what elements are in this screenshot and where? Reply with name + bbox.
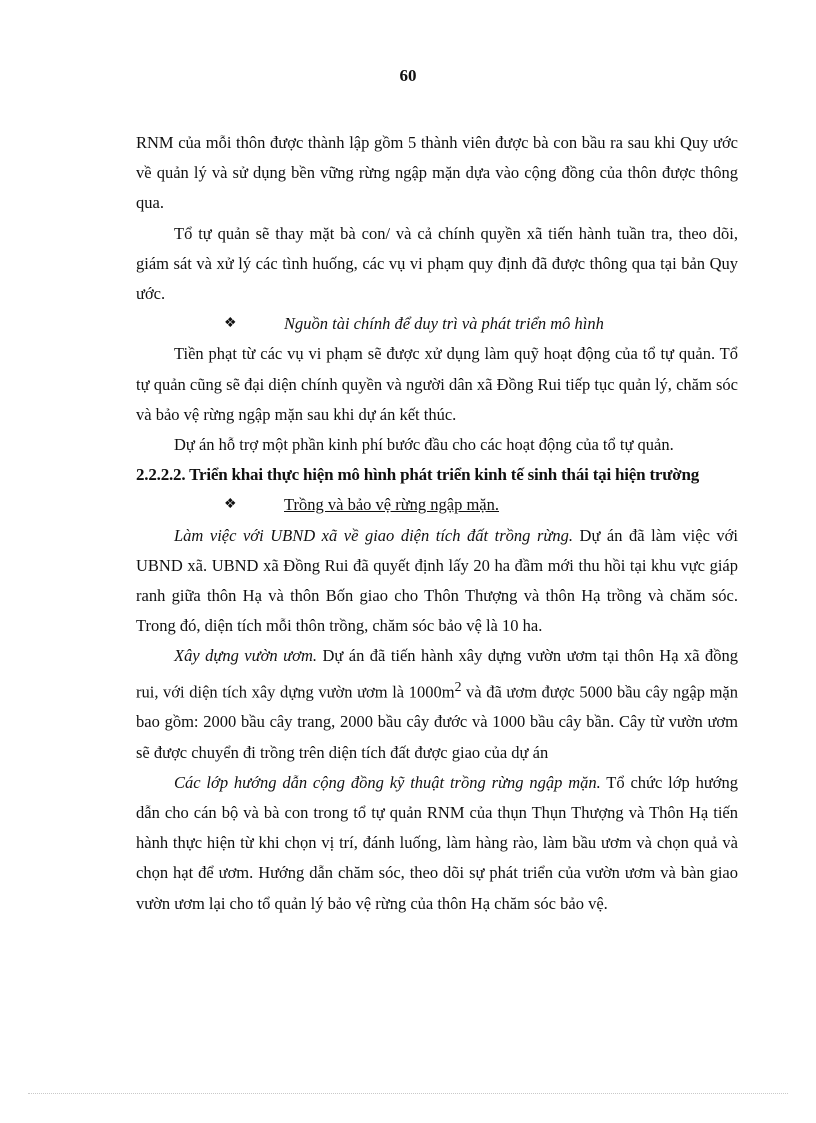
paragraph-self-management-team: Tổ tự quản sẽ thay mặt bà con/ và cả chính quyền xã tiến hành tuần tra, theo dõi, giám sát và xử lý các tình huống, các vụ vi phạm quy định đã được thông qua tại bản Quy ước. bbox=[136, 223, 738, 304]
paragraph-land-allocation bbox=[136, 521, 738, 642]
footer-divider bbox=[28, 1093, 788, 1094]
paragraph-training bbox=[136, 768, 738, 919]
paragraph-land-allocation-body: Dự án đã làm việc với UBND xã. UBND xã Đồng Rui đã quyết định lấy 20 ha đầm mới thu hồi tại khu vực giáp ranh giữa thôn Hạ và thôn Bốn giao cho Thôn Thượng và thôn Hạ trồng và chăm sóc. Trong đó, diện tích mỗi thôn trồng, chăm sóc bảo vệ là 10 ha. bbox=[136, 525, 738, 636]
diamond-bullet-icon: ❖ bbox=[224, 316, 237, 332]
paragraph-nursery bbox=[136, 641, 738, 767]
paragraph-nursery-body: Dự án đã tiến hành xây dựng vườn ươm tại thôn Hạ xã đồng rui, với diện tích xây dựng vườn ươm là 1000m bbox=[136, 646, 738, 702]
diamond-bullet-icon: ❖ bbox=[224, 497, 237, 513]
paragraph-training-lead: Các lớp hướng dẫn cộng đồng kỹ thuật trồng rừng ngập mặn. bbox=[174, 772, 601, 792]
paragraph-nursery-lead: Xây dựng vườn ươm. bbox=[174, 646, 317, 666]
section-heading: 2.2.2.2. Triển khai thực hiện mô hình phát triển kinh tế sinh thái tại hiện trường bbox=[136, 465, 700, 485]
bullet-planting-text: Trồng và bảo vệ rừng ngập mặn. bbox=[284, 495, 500, 515]
paragraph-rnm-board: RNM của mỗi thôn được thành lập gồm 5 thành viên được bà con bầu ra sau khi Quy ước về quản lý và sử dụng bền vững rừng ngập mặn dựa vào cộng đồng của thôn được thông qua. bbox=[136, 133, 738, 213]
paragraph-training-body: Tổ chức lớp hướng dẫn cho cán bộ và bà con trong tổ tự quản RNM của thụn Thụn Thượng và Thôn Hạ tiến hành thực hiện từ khi chọn vị trí, đánh luống, làm hàng rào, làm bầu ươm và chọn quả và chọn hạt để ươm. Hướng dẫn chăm sóc, theo dõi sự phát triển của vườn ươm và bàn giao vườn ươm lại cho tổ quản lý bảo vệ rừng của thôn Hạ chăm sóc bảo vệ. bbox=[136, 772, 738, 913]
bullet-planting bbox=[136, 490, 738, 520]
paragraph-land-allocation-lead: Làm việc với UBND xã về giao diện tích đất trồng rừng. bbox=[174, 525, 573, 545]
bullet-funding-source bbox=[136, 309, 738, 339]
document-body bbox=[136, 128, 738, 919]
paragraph-fines-fund: Tiền phạt từ các vụ vi phạm sẽ được xử dụng làm quỹ hoạt động của tổ tự quản. Tổ tự quản cũng sẽ đại diện chính quyền và người dân xã Đồng Rui tiếp tục quản lý, chăm sóc và bảo vệ rừng ngập mặn sau khi dự án kết thúc. bbox=[136, 344, 738, 424]
page-number: 60 bbox=[399, 66, 417, 85]
paragraph-nursery-body-continued: và đã ươm được 5000 bầu cây ngập mặn bao gồm: 2000 bầu cây trang, 2000 bầu cây đước và 1000 bầu cây bần. Cây từ vườn ươm sẽ được chuyển đi trồng trên diện tích đất được giao của dự án bbox=[136, 682, 738, 762]
area-unit-superscript: 2 bbox=[454, 678, 462, 694]
bullet-funding-source-text: Nguồn tài chính để duy trì và phát triển mô hình bbox=[284, 314, 604, 334]
paragraph-project-support: Dự án hỗ trợ một phần kinh phí bước đầu cho các hoạt động của tổ tự quản. bbox=[174, 435, 674, 455]
